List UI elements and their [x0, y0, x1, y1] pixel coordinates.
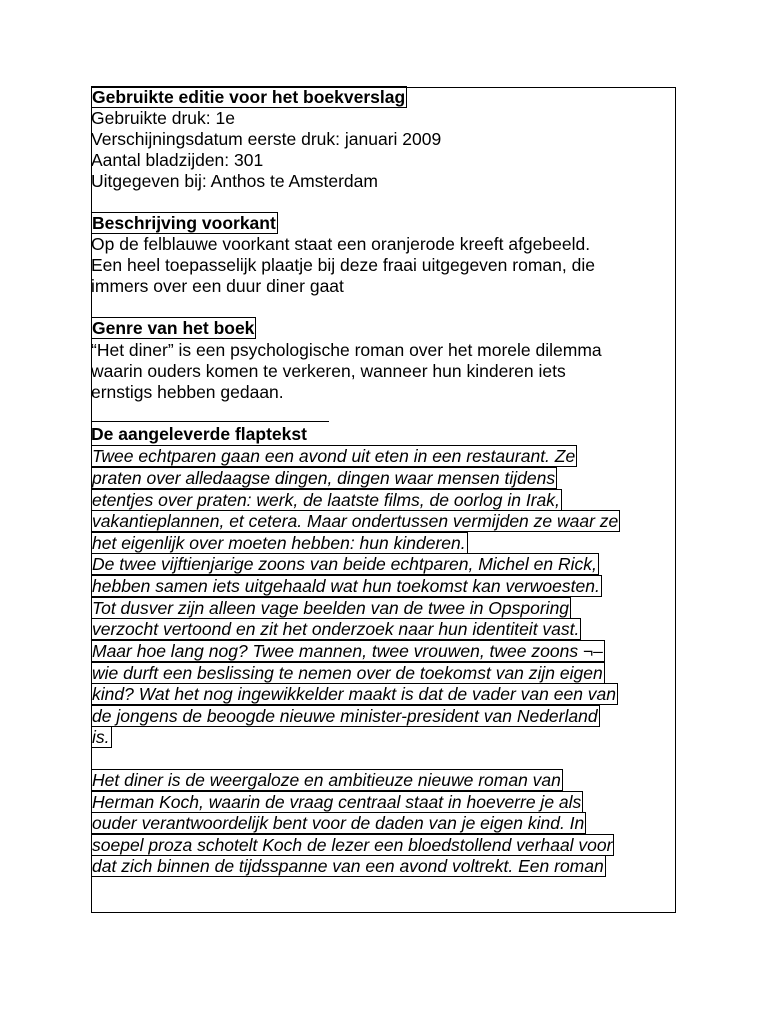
flap-line: vakantieplannen, et cetera. Maar ondertussen vermijden ze waar ze — [92, 511, 619, 531]
review-line: ouder verantwoordelijk bent voor de daden van je eigen kind. In — [92, 813, 585, 833]
genre-heading: Genre van het boek — [92, 318, 255, 338]
review-line: dat zich binnen de tijdsspanne van een avond voltrekt. Een roman — [92, 856, 604, 876]
flap-line: kind? Wat het nog ingewikkelder maakt is dat de vader van een van — [92, 684, 617, 704]
edition-line: Aantal bladzijden: 301 — [91, 150, 264, 170]
review-line: soepel proza schotelt Koch de lezer een bloedstollend verhaal voor — [92, 835, 613, 855]
edition-line: Gebruikte druk: 1e — [91, 108, 235, 128]
flap-line: Twee echtparen gaan een avond uit eten in een restaurant. Ze — [92, 446, 576, 466]
review-line: Herman Koch, waarin de vraag centraal staat in hoeverre je als — [92, 792, 582, 812]
flap-line: het eigenlijk over moeten hebben: hun kinderen. — [92, 533, 466, 553]
genre-line: “Het diner” is een psychologische roman over het morele dilemma — [91, 340, 602, 360]
flap-line: wie durft een beslissing te nemen over de toekomst van zijn eigen — [92, 663, 603, 683]
flap-heading: De aangeleverde flaptekst — [91, 424, 307, 444]
review-line: Het diner is de weergaloze en ambitieuze nieuwe roman van — [92, 770, 561, 790]
flap-line: Maar hoe lang nog? Twee mannen, twee vrouwen, twee zoons ¬– — [92, 641, 603, 661]
edition-line: Uitgegeven bij: Anthos te Amsterdam — [91, 171, 378, 191]
edition-line: Verschijningsdatum eerste druk: januari 2009 — [91, 129, 442, 149]
flap-line: de jongens de beoogde nieuwe minister-president van Nederland — [92, 706, 598, 726]
edition-heading: Gebruikte editie voor het boekverslag — [92, 87, 406, 107]
flap-line: hebben samen iets uitgehaald wat hun toekomst kan verwoesten. — [92, 576, 600, 596]
flap-line: etentjes over praten: werk, de laatste films, de oorlog in Irak, — [92, 490, 560, 510]
cover-line: immers over een duur diner gaat — [91, 276, 344, 296]
cover-line: Op de felblauwe voorkant staat een oranjerode kreeft afgebeeld. — [91, 234, 591, 254]
flap-line: verzocht vertoond en zit het onderzoek naar hun identiteit vast. — [92, 619, 580, 639]
flap-line: Tot dusver zijn alleen vage beelden van de twee in Opsporing — [92, 598, 570, 618]
divider-line — [91, 421, 329, 422]
flap-line: De twee vijftienjarige zoons van beide echtparen, Michel en Rick, — [92, 554, 597, 574]
genre-line: ernstigs hebben gedaan. — [91, 382, 284, 402]
cover-line: Een heel toepasselijk plaatje bij deze fraai uitgegeven roman, die — [91, 255, 595, 275]
cover-heading: Beschrijving voorkant — [92, 213, 276, 233]
flap-line: is. — [92, 727, 110, 747]
flap-line: praten over alledaagse dingen, dingen waar mensen tijdens — [92, 468, 556, 488]
genre-line: waarin ouders komen te verkeren, wanneer hun kinderen iets — [91, 361, 566, 381]
